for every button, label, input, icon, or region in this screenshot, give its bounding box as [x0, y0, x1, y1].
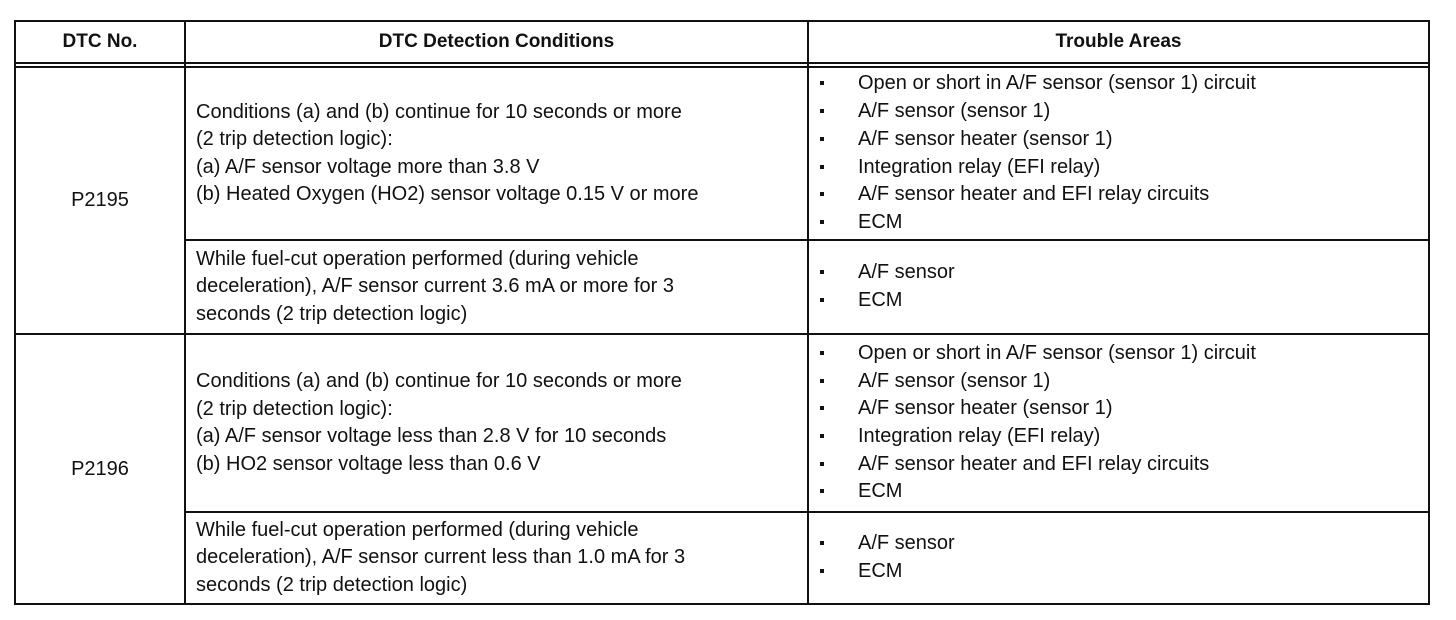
condition-line: Conditions (a) and (b) continue for 10 seconds or more [196, 370, 682, 392]
condition-line: deceleration), A/F sensor current less than 1.0 mA for 3 [196, 546, 686, 569]
condition-line: (a) A/F sensor voltage more than 3.8 V [196, 155, 540, 178]
bullet-icon [820, 192, 824, 196]
detection-conditions-cell [196, 241, 806, 333]
condition-line: (2 trip detection logic): [196, 397, 393, 420]
header-dtc-no: DTC No. [62, 31, 138, 52]
trouble-area-list [816, 530, 955, 585]
bullet-icon [820, 489, 824, 493]
bullet-icon [820, 541, 824, 545]
condition-line: deceleration), A/F sensor current 3.6 mA or more for 3 [196, 275, 674, 298]
bullet-icon [820, 351, 824, 355]
trouble-area-list [816, 340, 1256, 506]
bullet-icon [820, 569, 824, 573]
dtc-table [14, 20, 1430, 605]
column-divider [184, 22, 186, 603]
list-item: ECM [816, 287, 955, 315]
bullet-icon [820, 220, 824, 224]
header-trouble-areas: Trouble Areas [1055, 31, 1182, 52]
detection-conditions-cell [196, 335, 806, 511]
list-item: Open or short in A/F sensor (sensor 1) circuit [816, 70, 1256, 98]
condition-line: seconds (2 trip detection logic) [196, 302, 468, 325]
bullet-icon [820, 298, 824, 302]
bullet-icon [820, 165, 824, 169]
condition-line: While fuel-cut operation performed (during vehicle [196, 247, 639, 270]
list-item: A/F sensor [816, 259, 955, 287]
trouble-areas-cell [816, 513, 1416, 603]
list-item: A/F sensor (sensor 1) [816, 98, 1256, 126]
trouble-areas-cell [816, 241, 1416, 333]
bullet-icon [820, 379, 824, 383]
condition-line: (2 trip detection logic): [196, 128, 393, 150]
column-divider [807, 22, 809, 603]
trouble-areas-cell [816, 335, 1416, 511]
condition-line: (a) A/F sensor voltage less than 2.8 V for 10 seconds [196, 425, 667, 447]
trouble-area-list [816, 259, 955, 314]
list-item: A/F sensor heater (sensor 1) [816, 126, 1256, 154]
list-item: ECM [816, 558, 955, 586]
list-item: Open or short in A/F sensor (sensor 1) circuit [816, 340, 1256, 368]
header-divider [16, 62, 1428, 64]
dtc-code: P2195 [71, 189, 129, 211]
list-item: A/F sensor heater and EFI relay circuits [816, 181, 1256, 209]
bullet-icon [820, 434, 824, 438]
bullet-icon [820, 81, 824, 85]
list-item: Integration relay (EFI relay) [816, 423, 1256, 451]
list-item: ECM [816, 209, 1256, 237]
condition-line: While fuel-cut operation performed (during vehicle [196, 518, 639, 541]
condition-line: (b) Heated Oxygen (HO2) sensor voltage 0.15 V or more [196, 183, 699, 205]
trouble-area-list [816, 70, 1256, 236]
header-detection-conditions: DTC Detection Conditions [378, 31, 615, 52]
trouble-areas-cell [816, 68, 1416, 239]
bullet-icon [820, 406, 824, 410]
dtc-code: P2196 [71, 457, 129, 480]
bullet-icon [820, 270, 824, 274]
bullet-icon [820, 137, 824, 141]
bullet-icon [820, 462, 824, 466]
condition-line: (b) HO2 sensor voltage less than 0.6 V [196, 452, 541, 475]
detection-conditions-cell [196, 513, 806, 603]
condition-line: seconds (2 trip detection logic) [196, 573, 468, 596]
detection-conditions-cell [196, 68, 806, 239]
bullet-icon [820, 109, 824, 113]
list-item: Integration relay (EFI relay) [816, 154, 1256, 182]
list-item: A/F sensor heater (sensor 1) [816, 395, 1256, 423]
condition-line: Conditions (a) and (b) continue for 10 seconds or more [196, 100, 682, 123]
list-item: ECM [816, 478, 1256, 506]
list-item: A/F sensor [816, 530, 955, 558]
list-item: A/F sensor heater and EFI relay circuits [816, 451, 1256, 479]
list-item: A/F sensor (sensor 1) [816, 368, 1256, 396]
